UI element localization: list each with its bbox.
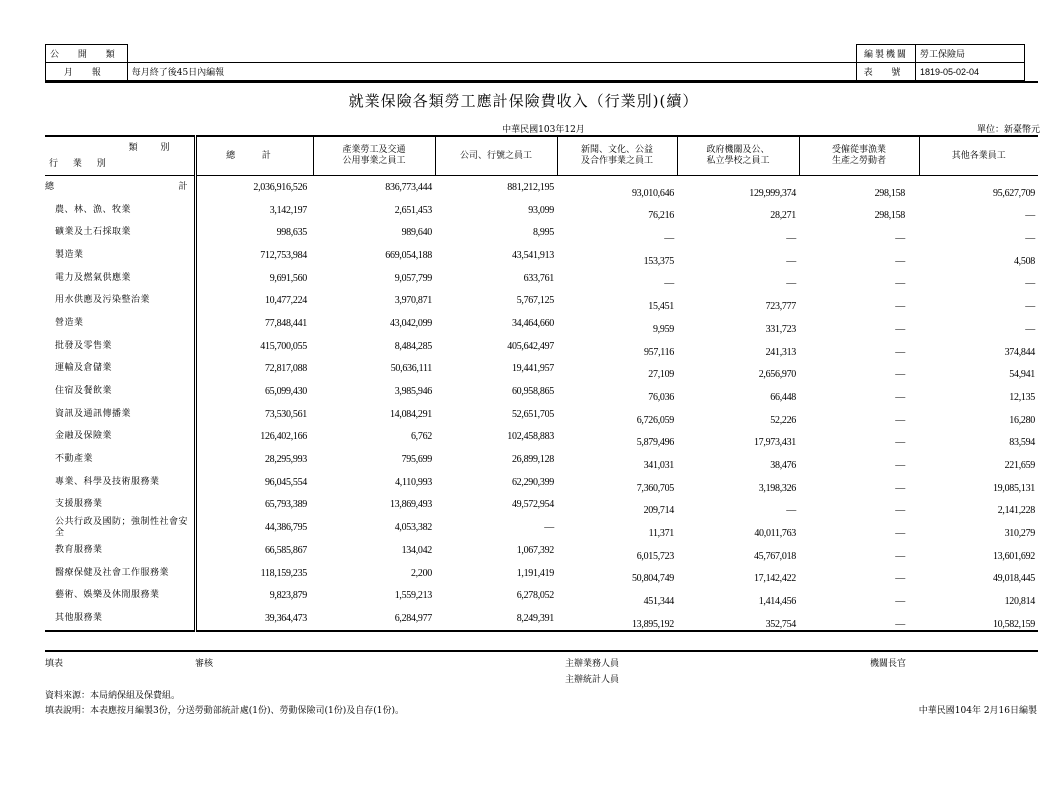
table-row (45, 380, 1038, 403)
value-cell: 4,508 (1013, 255, 1035, 267)
value-cell: — (664, 233, 674, 245)
value-cell: 3,198,326 (758, 482, 796, 494)
industry-name: 公共行政及國防；強制性社會安全 (45, 516, 195, 539)
industry-name: 專業、科學及技術服務業 (45, 471, 195, 494)
value-cell: 15,451 (648, 301, 674, 313)
value-cell: 6,762 (410, 431, 432, 443)
value-cell: — (895, 505, 905, 517)
org-label: 編製機關 (857, 45, 916, 63)
value-cell: 49,018,445 (992, 573, 1035, 585)
value-cell: 19,085,131 (992, 482, 1035, 494)
value-cell: — (1025, 233, 1035, 245)
value-cell: — (786, 505, 796, 517)
total-row (45, 176, 1038, 199)
value-cell: — (895, 414, 905, 426)
value-cell: 17,142,422 (753, 573, 796, 585)
value-cell: 14,084,291 (389, 408, 432, 420)
value-cell: — (895, 528, 905, 539)
value-cell: 52,651,705 (511, 408, 554, 420)
value-cell: 374,844 (1004, 346, 1035, 358)
value-cell: 3,985,946 (394, 386, 432, 398)
value-cell: 13,601,692 (992, 550, 1035, 562)
table-row (45, 584, 1038, 607)
value-cell: — (895, 391, 905, 403)
industry-corner-label: 行 業 別 (49, 159, 112, 169)
industry-name: 用水供應及污染整治業 (45, 289, 195, 312)
value-cell: 73,530,561 (264, 408, 307, 420)
value-cell: 7,360,705 (636, 482, 674, 494)
value-cell: 415,700,055 (260, 340, 307, 352)
table-row (45, 539, 1038, 562)
value-cell: 723,777 (765, 301, 796, 313)
value-cell: — (1025, 323, 1035, 335)
value-cell: 989,640 (401, 227, 432, 239)
table-row (45, 607, 1038, 631)
value-cell: 13,869,493 (389, 499, 432, 511)
value-cell: — (895, 618, 905, 630)
value-cell: 6,278,052 (516, 590, 554, 602)
industry-name: 醫療保健及社會工作服務業 (45, 562, 195, 585)
value-cell: 34,464,660 (511, 317, 554, 329)
industry-name: 藝術、娛樂及休閒服務業 (45, 584, 195, 607)
col-header-company-employees: 公司、行號之員工 (435, 136, 557, 176)
compiled-date: 中華民國104年 2月16日編製 (918, 706, 1037, 716)
head-signature: 機關長官 (870, 659, 907, 669)
footer-rule (45, 650, 1038, 652)
col-header-industrial-workers: 產業勞工及交通 公用事業之員工 (313, 136, 435, 176)
value-cell: 153,375 (643, 255, 674, 267)
industry-name: 住宿及餐飲業 (45, 380, 195, 403)
industry-name: 運輸及倉儲業 (45, 358, 195, 381)
value-cell: 2,036,916,526 (253, 181, 307, 193)
value-cell: 298,158 (874, 210, 905, 222)
value-cell: 102,458,883 (507, 431, 554, 443)
col-header-government: 政府機關及公、 私立學校之員工 (677, 136, 799, 176)
value-cell: 134,042 (401, 544, 432, 556)
value-cell: 62,290,399 (511, 476, 554, 488)
value-cell: 405,642,497 (507, 340, 554, 352)
report-deadline: 每月終了後45日內編報 (127, 63, 896, 81)
industry-name: 資訊及通訊傳播業 (45, 403, 195, 426)
value-cell: — (895, 369, 905, 381)
value-cell: 209,714 (643, 505, 674, 517)
industry-name: 其他服務業 (45, 607, 195, 631)
industry-name: 製造業 (45, 244, 195, 267)
table-row (45, 403, 1038, 426)
value-cell: 6,015,723 (636, 550, 674, 562)
value-cell: 712,753,984 (260, 249, 307, 261)
value-cell: 27,109 (648, 369, 674, 381)
value-cell: 40,011,763 (754, 528, 796, 539)
value-cell: 3,970,871 (394, 295, 432, 307)
industry-name: 支援服務業 (45, 494, 195, 517)
value-cell: — (786, 278, 796, 290)
report-period: 中華民國103年12月 (502, 125, 585, 135)
filing-note: 填表說明：本表應按月編製3份，分送勞動部統計處(1份)、勞動保險司(1份)及自存(1份)。 (45, 706, 404, 716)
value-cell: 28,295,993 (264, 454, 307, 466)
stats-officer-signature: 主辦統計人員 (565, 675, 620, 685)
value-cell: — (1025, 278, 1035, 290)
value-cell: 50,636,111 (390, 363, 432, 375)
value-cell: 1,067,392 (516, 544, 554, 556)
value-cell: 49,572,954 (511, 499, 554, 511)
meta-left (45, 44, 896, 81)
value-cell: — (895, 346, 905, 358)
value-cell: 129,999,374 (749, 187, 796, 199)
value-cell: — (895, 323, 905, 335)
table-row (45, 221, 1038, 244)
table-row (45, 335, 1038, 358)
value-cell: — (1025, 210, 1035, 222)
industry-name: 電力及燃氣供應業 (45, 267, 195, 290)
value-cell: 96,045,554 (264, 476, 307, 488)
value-cell: 118,159,235 (260, 567, 307, 579)
value-cell: 4,110,993 (395, 476, 432, 488)
value-cell: 43,042,099 (389, 317, 432, 329)
value-cell: — (895, 550, 905, 562)
value-cell: 54,941 (1009, 369, 1035, 381)
table-header-row (45, 136, 1038, 176)
corner-header (45, 136, 195, 176)
form-no-value: 1819-05-02-04 (916, 63, 1025, 81)
value-cell: 6,726,059 (636, 414, 674, 426)
form-no-label: 表 號 (857, 63, 916, 81)
value-cell: 1,414,456 (758, 596, 796, 608)
value-cell: 38,476 (770, 459, 796, 471)
industry-name: 農、林、漁、牧業 (45, 199, 195, 222)
value-cell: 43,541,913 (511, 249, 554, 261)
value-cell: 11,371 (648, 528, 674, 539)
value-cell: 12,135 (1009, 391, 1035, 403)
value-cell: 72,817,088 (264, 363, 307, 375)
value-cell: 19,441,957 (511, 363, 554, 375)
header-rule (45, 81, 1038, 83)
value-cell: 65,099,430 (264, 386, 307, 398)
value-cell: — (895, 596, 905, 608)
value-cell: 9,959 (652, 323, 674, 335)
value-cell: 836,773,444 (385, 181, 432, 193)
value-cell: 1,191,419 (516, 567, 554, 579)
value-cell: 2,656,970 (758, 369, 796, 381)
value-cell: 13,895,192 (631, 618, 674, 630)
table-row (45, 244, 1038, 267)
table-row (45, 267, 1038, 290)
value-cell: 331,723 (765, 323, 796, 335)
value-cell: 881,212,195 (507, 181, 554, 193)
value-cell: 120,814 (1004, 596, 1035, 608)
value-cell: 8,484,285 (394, 340, 432, 352)
table-row (45, 562, 1038, 585)
value-cell: — (895, 255, 905, 267)
table-row (45, 358, 1038, 381)
value-cell: 633,761 (523, 272, 554, 284)
value-cell: — (895, 233, 905, 245)
value-cell: 76,036 (648, 391, 674, 403)
table-row (45, 471, 1038, 494)
value-cell: — (544, 522, 554, 534)
public-category-label: 公 開 類 (46, 45, 128, 63)
table-row (45, 494, 1038, 517)
value-cell: 45,767,018 (753, 550, 796, 562)
value-cell: 3,142,197 (269, 204, 307, 216)
value-cell: 65,793,389 (264, 499, 307, 511)
value-cell: — (895, 482, 905, 494)
industry-name: 批發及零售業 (45, 335, 195, 358)
value-cell: — (1025, 301, 1035, 313)
value-cell: 60,958,865 (511, 386, 554, 398)
value-cell: 76,216 (648, 210, 674, 222)
data-source: 資料來源：本局納保組及保費組。 (45, 691, 181, 701)
value-cell: 241,313 (765, 346, 796, 358)
value-cell: 2,651,453 (394, 204, 432, 216)
value-cell: 39,364,473 (264, 612, 307, 624)
table-row (45, 289, 1038, 312)
value-cell: 126,402,166 (260, 431, 307, 443)
col-header-fishery: 受僱從事漁業 生產之勞動者 (799, 136, 919, 176)
value-cell: 50,804,749 (631, 573, 674, 585)
category-corner-label: 類 別 (128, 143, 180, 153)
value-cell: 2,141,228 (997, 505, 1035, 517)
value-cell: — (895, 301, 905, 313)
report-title: 就業保險各類勞工應計保險費收入（行業別)(續） (348, 92, 699, 110)
value-cell: 5,767,125 (516, 295, 554, 307)
value-cell: 2,200 (410, 567, 432, 579)
value-cell: 93,010,646 (631, 187, 674, 199)
value-cell: 52,226 (770, 414, 796, 426)
value-cell: 9,823,879 (269, 590, 307, 602)
industry-name: 總 計 (45, 176, 195, 199)
meta-right (856, 44, 1025, 81)
value-cell: — (664, 278, 674, 290)
value-cell: 28,271 (770, 210, 796, 222)
value-cell: — (786, 233, 796, 245)
table-row (45, 312, 1038, 335)
value-cell: 5,879,496 (636, 437, 674, 449)
table-row (45, 199, 1038, 222)
value-cell: 8,249,391 (516, 612, 554, 624)
business-officer-signature: 主辦業務人員 (565, 659, 620, 669)
org-value: 勞工保險局 (916, 45, 1025, 63)
value-cell: 451,344 (643, 596, 674, 608)
table-row (45, 426, 1038, 449)
col-header-total: 總 計 (195, 136, 313, 176)
value-cell: 10,477,224 (264, 295, 307, 307)
value-cell: — (895, 459, 905, 471)
value-cell: 10,582,159 (992, 618, 1035, 630)
value-cell: 93,099 (528, 204, 554, 216)
value-cell: — (895, 573, 905, 585)
value-cell: 669,054,188 (385, 249, 432, 261)
value-cell: 310,279 (1004, 528, 1035, 539)
value-cell: 341,031 (643, 459, 674, 471)
industry-name: 礦業及土石採取業 (45, 221, 195, 244)
table-row (45, 448, 1038, 471)
value-cell: 6,284,977 (394, 612, 432, 624)
value-cell: 16,280 (1009, 414, 1035, 426)
filler-signature: 填表 (45, 659, 64, 669)
value-cell: 17,973,431 (753, 437, 796, 449)
value-cell: 221,659 (1004, 459, 1035, 471)
value-cell: 66,448 (770, 391, 796, 403)
value-cell: 4,053,382 (394, 522, 432, 534)
table-row (45, 516, 1038, 539)
value-cell: 83,594 (1009, 437, 1035, 449)
value-cell: 9,057,799 (394, 272, 432, 284)
value-cell: 352,754 (765, 618, 796, 630)
value-cell: 9,691,560 (269, 272, 307, 284)
value-cell: 77,848,441 (264, 317, 307, 329)
industry-name: 不動產業 (45, 448, 195, 471)
col-header-other: 其他各業員工 (919, 136, 1038, 176)
industry-name: 營造業 (45, 312, 195, 335)
value-cell: 795,699 (401, 454, 432, 466)
report-frequency-label: 月 報 (46, 63, 128, 81)
currency-unit: 單位：新臺幣元 (976, 125, 1040, 135)
col-header-news-culture: 新聞、文化、公益 及合作事業之員工 (557, 136, 677, 176)
premium-table (45, 135, 1038, 632)
value-cell: 1,559,213 (394, 590, 432, 602)
value-cell: — (895, 278, 905, 290)
value-cell: 998,635 (276, 227, 307, 239)
value-cell: 8,995 (532, 227, 554, 239)
reviewer-signature: 審核 (195, 659, 214, 669)
industry-name: 金融及保險業 (45, 426, 195, 449)
industry-name: 教育服務業 (45, 539, 195, 562)
value-cell: 26,899,128 (511, 454, 554, 466)
value-cell: 298,158 (874, 187, 905, 199)
value-cell: — (895, 437, 905, 449)
value-cell: 957,116 (643, 346, 674, 358)
value-cell: — (786, 255, 796, 267)
value-cell: 44,386,795 (264, 522, 307, 534)
value-cell: 66,585,867 (264, 544, 307, 556)
value-cell: 95,627,709 (992, 187, 1035, 199)
